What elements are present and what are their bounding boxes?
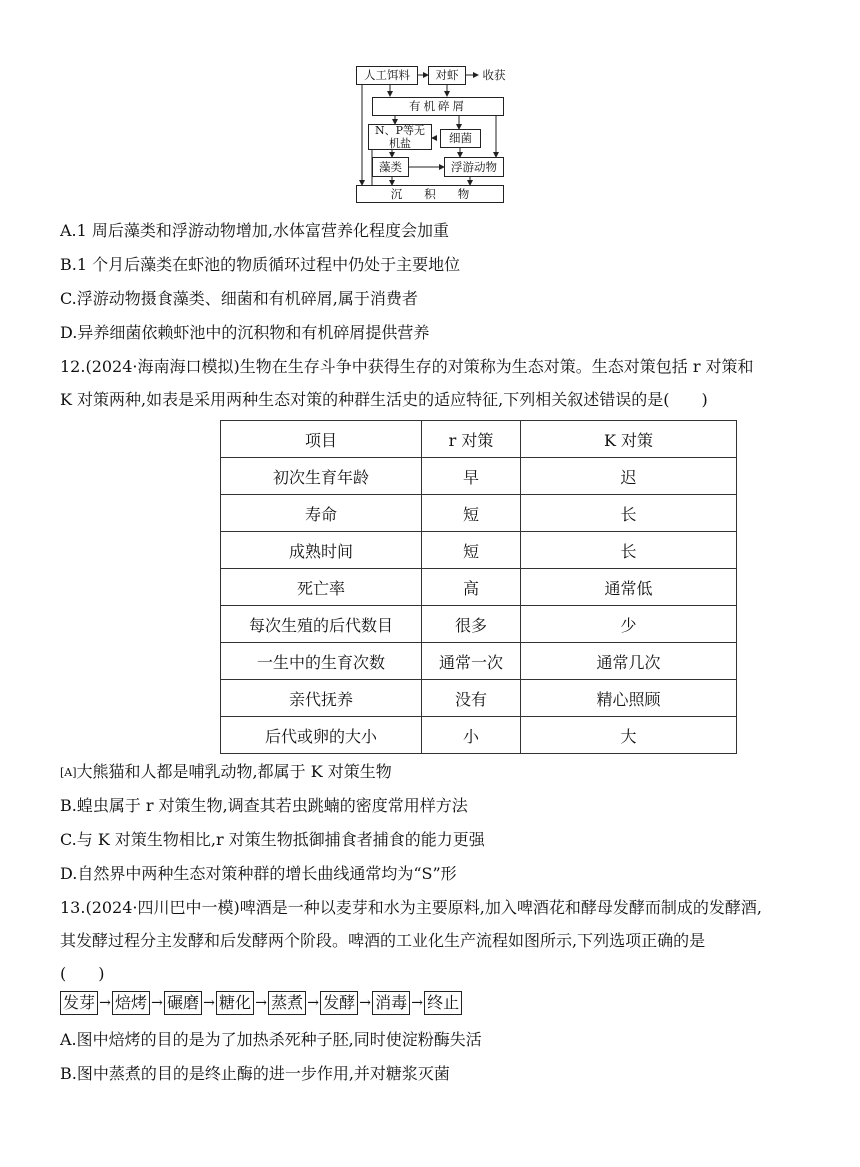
arrow-right-icon: → <box>255 995 267 1011</box>
table-row <box>221 532 737 569</box>
shrimp-box: 对虾 <box>428 66 466 85</box>
q13-stem-line1: 13.(2024·四川巴中一模)啤酒是一种以麦芽和水为主要原料,加入啤酒花和酵母发酵而制成的发酵酒, <box>60 898 762 917</box>
table-cell: 寿命 <box>221 495 422 532</box>
q11-option-b: B.1 个月后藻类在虾池的物质循环过程中仍处于主要地位 <box>60 255 461 274</box>
arrow-right-icon: → <box>99 995 111 1011</box>
q13-stem-line2: 其发酵过程分主发酵和后发酵两个阶段。啤酒的工业化生产流程如图所示,下列选项正确的是 <box>60 931 706 950</box>
brewing-flowchart <box>60 990 462 1016</box>
q11-option-c: C.浮游动物摄食藻类、细菌和有机碎屑,属于消费者 <box>60 289 418 308</box>
table-cell: 没有 <box>422 680 521 717</box>
table-header-cell: r 对策 <box>422 421 521 458</box>
table-row <box>221 458 737 495</box>
arrow-right-icon: → <box>359 995 371 1011</box>
q12-option-c: C.与 K 对策生物相比,r 对策生物抵御捕食者捕食的能力更强 <box>60 830 485 849</box>
flow-step: 碾磨 <box>164 991 202 1015</box>
table-cell: 长 <box>521 495 737 532</box>
arrow-right-icon: → <box>307 995 319 1011</box>
table-cell: 早 <box>422 458 521 495</box>
table-cell: 每次生殖的后代数目 <box>221 606 422 643</box>
table-cell: 短 <box>422 532 521 569</box>
table-cell: 很多 <box>422 606 521 643</box>
algae-box: 藻类 <box>372 157 409 177</box>
table-cell: 长 <box>521 532 737 569</box>
table-row <box>221 569 737 606</box>
q12-stem-line1: 12.(2024·海南海口模拟)生物在生存斗争中获得生存的对策称为生态对策。生态对策包括 r 对策和 <box>60 357 754 376</box>
table-cell: 精心照顾 <box>521 680 737 717</box>
q12-stem-line2: K 对策两种,如表是采用两种生态对策的种群生活史的适应特征,下列相关叙述错误的是( ) <box>60 390 708 409</box>
table-cell: 迟 <box>521 458 737 495</box>
table-cell: 小 <box>422 717 521 754</box>
table-header-cell: K 对策 <box>521 421 737 458</box>
q13-stem-line3: ( ) <box>60 964 105 983</box>
flow-step: 蒸煮 <box>268 991 306 1015</box>
feed-box: 人工饵料 <box>356 66 418 85</box>
q12-option-d: D.自然界中两种生态对策种群的增长曲线通常均为“S”形 <box>60 864 457 883</box>
q12-option-a <box>60 762 392 783</box>
q12-option-b: B.蝗虫属于 r 对策生物,调查其若虫跳蝻的密度常用样方法 <box>60 796 468 815</box>
flow-step: 糖化 <box>216 991 254 1015</box>
table-cell: 大 <box>521 717 737 754</box>
inorganic-box: N、P等无机盐 <box>368 124 432 150</box>
flow-step: 焙烤 <box>112 991 150 1015</box>
q11-option-d: D.异养细菌依赖虾池中的沉积物和有机碎屑提供营养 <box>60 323 430 342</box>
arrow-right-icon: → <box>151 995 163 1011</box>
table-cell: 通常一次 <box>422 643 521 680</box>
table-row <box>221 717 737 754</box>
arrow-right-icon: → <box>411 995 423 1011</box>
table-cell: 一生中的生育次数 <box>221 643 422 680</box>
flow-step: 消毒 <box>372 991 410 1015</box>
flow-step: 终止 <box>424 991 462 1015</box>
q13-option-a: A.图中焙烤的目的是为了加热杀死种子胚,同时使淀粉酶失活 <box>60 1030 482 1049</box>
table-cell: 后代或卵的大小 <box>221 717 422 754</box>
table-row <box>221 606 737 643</box>
table-cell: 亲代抚养 <box>221 680 422 717</box>
table-cell: 通常几次 <box>521 643 737 680</box>
table-cell: 短 <box>422 495 521 532</box>
table-row <box>221 680 737 717</box>
flow-step: 发芽 <box>60 991 98 1015</box>
strategy-table <box>220 420 737 754</box>
bacteria-box: 细菌 <box>440 129 481 148</box>
table-header-row <box>221 421 737 458</box>
table-row <box>221 643 737 680</box>
table-header-cell: 项目 <box>221 421 422 458</box>
table-row <box>221 495 737 532</box>
arrow-right-icon: → <box>203 995 215 1011</box>
zooplankton-box: 浮游动物 <box>444 157 504 177</box>
flow-step: 发酵 <box>320 991 358 1015</box>
answer-tag: [A] <box>60 766 77 779</box>
sediment-box: 沉积物 <box>356 185 504 203</box>
harvest-label: 收获 <box>479 66 509 85</box>
table-cell: 成熟时间 <box>221 532 422 569</box>
q11-option-a: A.1 周后藻类和浮游动物增加,水体富营养化程度会加重 <box>60 221 449 240</box>
q13-option-b: B.图中蒸煮的目的是终止酶的进一步作用,并对糖浆灭菌 <box>60 1064 450 1083</box>
table-cell: 死亡率 <box>221 569 422 606</box>
table-cell: 初次生育年龄 <box>221 458 422 495</box>
debris-box: 有机碎屑 <box>372 97 504 116</box>
table-cell: 高 <box>422 569 521 606</box>
table-cell: 少 <box>521 606 737 643</box>
table-cell: 通常低 <box>521 569 737 606</box>
q12-option-a-text: 大熊猫和人都是哺乳动物,都属于 K 对策生物 <box>76 762 392 781</box>
